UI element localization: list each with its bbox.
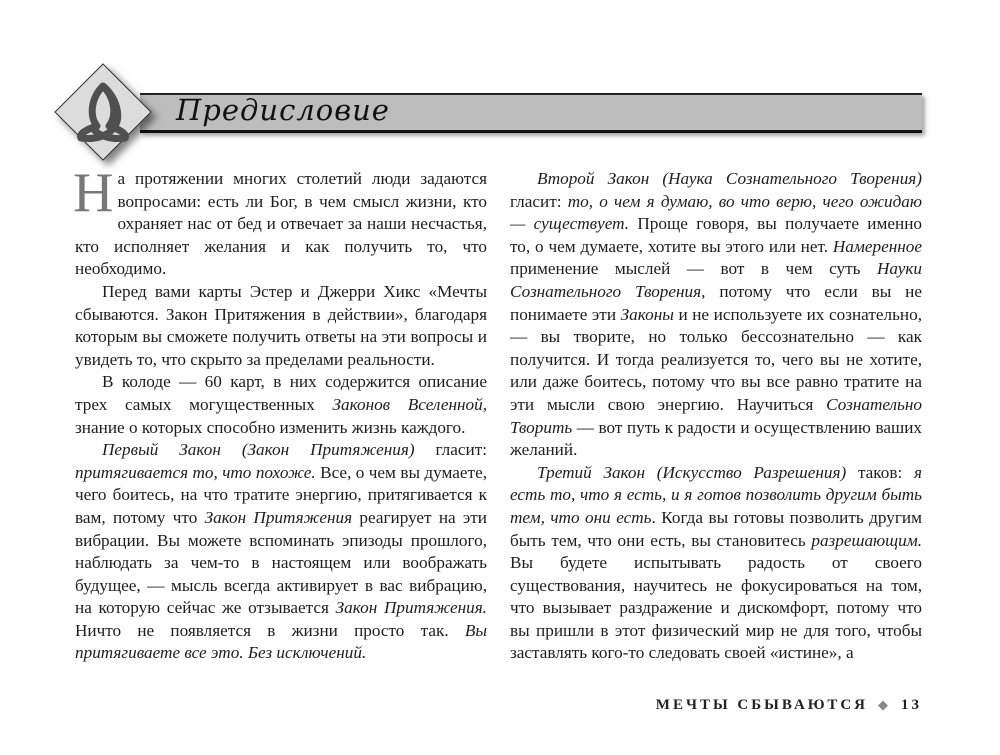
paragraph [75, 371, 487, 439]
paragraph [73, 162, 487, 281]
italic-text: Вы притягиваете все это. Без исключений. [75, 620, 487, 663]
page-footer [75, 695, 922, 715]
drop-cap: Н [73, 162, 114, 224]
italic-text: Закон Притяжения. [335, 598, 487, 618]
italic-text: то, о чем я думаю, во что верю, чего ожидаю — существует. [510, 191, 922, 234]
text: Перед вами карты Эстер и Джерри Хикс «Мечты сбываются. Закон Притяжения в действии», благодаря которым вы сможете получить ответы на эти вопросы и увидеть то, что скрыто за пределами реальности. [75, 281, 487, 369]
italic-text: Законов Вселенной [332, 394, 483, 414]
text-columns [73, 162, 922, 665]
italic-text: Намеренное [832, 236, 922, 256]
paragraph [510, 462, 922, 665]
right-column [510, 168, 922, 665]
italic-text: притягивается то, что похоже. [75, 462, 316, 482]
text: реагирует на эти вибрации. Вы можете вспоминать эпизоды прошлого, наблюдать за чем-то в настоящем или воображать будущее, — мысль всегда активирует в вас вибрацию, на которую сейчас же отзывается [75, 507, 487, 618]
page-content [73, 162, 922, 755]
text: Проще говоря, вы получаете именно то, о чем думаете, хотите вы этого или нет. [510, 214, 922, 256]
paragraph [510, 168, 922, 462]
text: Все, о чем вы думаете, чего боитесь, на что тратите энергию, притягивается к вам, потому что [75, 462, 487, 527]
diamond-separator-icon: ◆ [878, 697, 891, 713]
italic-text: я есть то, что я есть, и я готов позволить другим быть тем, что они есть [510, 462, 922, 527]
text: , знание о которых способно изменить жизнь каждого. [75, 394, 487, 437]
italic-text: Законы [620, 304, 674, 324]
italic-text: Закон Притяжения [204, 507, 353, 527]
text: . Когда вы готовы позволить другим быть тем, что они есть, вы становитесь [510, 507, 922, 550]
text: гласит: [414, 440, 487, 460]
left-column [73, 162, 487, 665]
chapter-title: Предисловие [176, 93, 390, 127]
text: применение мыслей — вот в чем суть [510, 259, 877, 279]
triquetra-icon [55, 64, 151, 160]
text: и не используете их сознательно, — вы творите, но только бессознательно — как получится. И тогда реализуется то, чего вы не хотите, или даже боитесь, потому что вы все равно тратите на эти мысли свою энергию. Научиться [510, 304, 922, 414]
text: В колоде — 60 карт, в них содержится описание трех самых могущественных [75, 372, 487, 414]
italic-text: разрешающим. [811, 530, 922, 550]
italic-text: Науки Сознательного Творения [510, 259, 922, 301]
text: Вы будете испытывать радость от своего существования, научитесь не фокусироваться на том, что вызывает раздражение и дискомфорт, потому что вы пришли в этот физический мир не для того, чтобы заставлять кого-то следовать своей «истине», а [510, 553, 922, 663]
text: таков: [846, 462, 914, 482]
italic-text: Сознательно Творить [510, 394, 922, 437]
text: а протяжении многих столетий люди задаются вопросами: есть ли Бог, в чем смысл жизни, кто охраняет нас от бед и отвечает за наши несчастья, кто исполняет желания и как получить то, что необходимо. [75, 169, 487, 279]
italic-text: Второй Закон (Наука Сознательного Творения) [537, 169, 922, 188]
paragraph [75, 281, 487, 371]
page-number: 13 [901, 697, 922, 714]
italic-text: Третий Закон (Искусство Разрешения) [537, 462, 847, 482]
text: , потому что если вы не понимаете эти [510, 281, 922, 324]
text: — вот путь к радости и осуществлению ваших желаний. [510, 417, 922, 460]
running-title: МЕЧТЫ СБЫВАЮТСЯ [655, 697, 868, 714]
italic-text: Первый Закон (Закон Притяжения) [102, 440, 415, 460]
text: Ничто не появляется в жизни просто так. [75, 620, 465, 640]
paragraph [75, 439, 487, 665]
text: гласит: [510, 191, 568, 211]
